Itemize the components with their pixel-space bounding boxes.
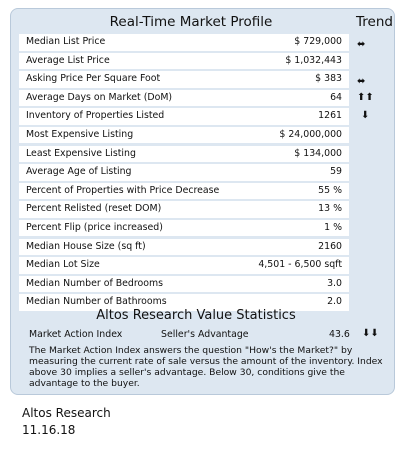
table-row — [19, 220, 349, 237]
market-action-index-row — [19, 329, 389, 343]
footer-source: Altos Research — [22, 406, 111, 420]
mai-label: Market Action Index — [29, 329, 123, 340]
market-profile-panel — [10, 8, 395, 395]
row-label: Least Expensive Listing — [26, 147, 136, 159]
footer-date: 11.16.18 — [22, 423, 76, 437]
row-value: 1 % — [324, 221, 342, 233]
row-value: 13 % — [318, 203, 342, 215]
row-label: Percent Flip (price increased) — [26, 221, 163, 233]
row-value: $ 383 — [315, 73, 342, 85]
altos-stats-title: Altos Research Value Statistics — [96, 308, 296, 323]
row-value: 4,501 - 6,500 sqft — [258, 259, 342, 271]
mai-description: The Market Action Index answers the question "How's the Market?" by measuring the current rate of sale versus the amount of the inventory. Index above 30 implies a seller's advantage. Below 30, conditions give the advantage to the buyer. — [29, 345, 383, 389]
row-value: 59 — [330, 166, 342, 178]
table-row — [19, 90, 349, 107]
row-value: $ 24,000,000 — [279, 128, 342, 140]
trend-double-down-icon: ⬇⬇ — [362, 328, 379, 339]
row-label: Median Number of Bedrooms — [26, 277, 164, 289]
row-label: Average Days on Market (DoM) — [26, 91, 173, 103]
row-value: 55 % — [318, 184, 342, 196]
row-label: Inventory of Properties Listed — [26, 110, 165, 122]
row-value: $ 729,000 — [294, 36, 342, 47]
trend-down-icon: ⬇ — [361, 110, 370, 121]
row-value: $ 134,000 — [294, 147, 342, 159]
row-label: Median House Size (sq ft) — [26, 240, 146, 252]
table-row — [19, 276, 349, 293]
table-row — [19, 71, 349, 88]
trend-flat-icon: ⬌ — [357, 39, 366, 50]
mai-value: 43.6 — [329, 329, 350, 340]
row-label: Percent Relisted (reset DOM) — [26, 203, 162, 215]
table-row — [19, 257, 349, 274]
row-label: Percent of Properties with Price Decrease — [26, 184, 220, 196]
row-label: Most Expensive Listing — [26, 128, 134, 140]
row-value: 2.0 — [327, 296, 342, 308]
table-row — [19, 239, 349, 256]
row-value: 2160 — [318, 240, 342, 252]
row-value: $ 1,032,443 — [285, 54, 342, 66]
row-label: Asking Price Per Square Foot — [26, 73, 161, 85]
row-label: Average Age of Listing — [26, 166, 132, 178]
row-label: Median Lot Size — [26, 259, 100, 271]
table-row — [19, 164, 349, 181]
trend-flat-icon: ⬌ — [357, 76, 366, 87]
profile-table — [19, 34, 349, 313]
panel-title: Real-Time Market Profile — [109, 14, 273, 30]
trend-header: Trend — [356, 14, 393, 30]
table-row — [19, 53, 349, 70]
row-value: 1261 — [318, 110, 342, 122]
row-label: Average List Price — [26, 54, 110, 66]
row-value: 64 — [330, 91, 342, 103]
mai-status: Seller's Advantage — [161, 329, 249, 340]
table-row — [19, 108, 349, 125]
trend-double-up-icon: ⬆⬆ — [357, 92, 374, 103]
table-row — [19, 183, 349, 200]
row-label: Median Number of Bathrooms — [26, 296, 167, 308]
row-value: 3.0 — [327, 277, 342, 289]
table-row — [19, 127, 349, 144]
table-row — [19, 201, 349, 218]
table-row — [19, 34, 349, 51]
row-label: Median List Price — [26, 36, 106, 47]
table-row — [19, 146, 349, 163]
